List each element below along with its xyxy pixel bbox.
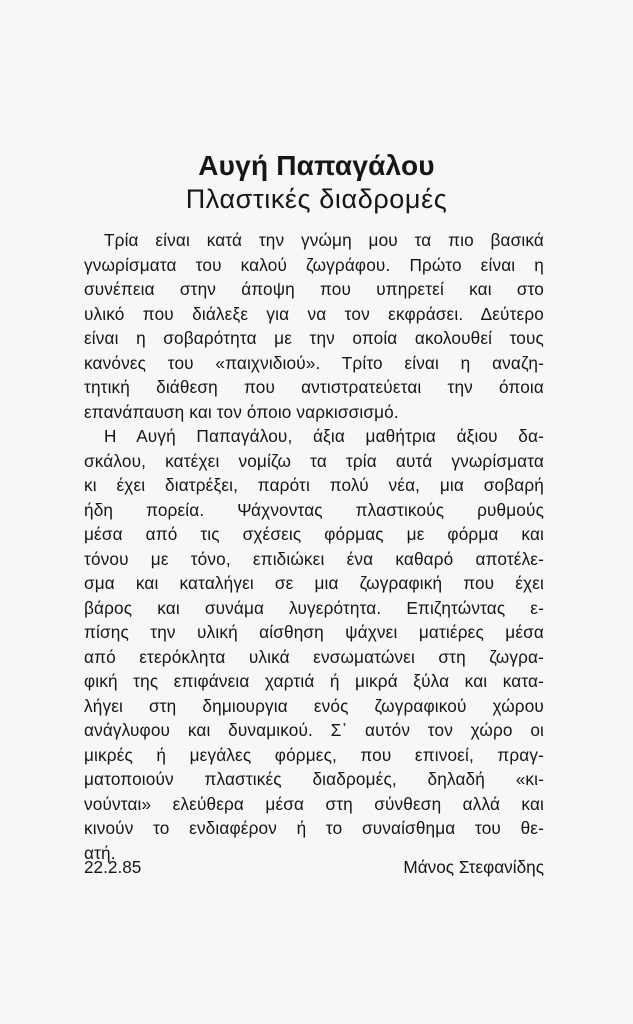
text-line: βάρος και συνάμα λυγερότητα. Επιζητώντας ε- [84, 597, 544, 618]
paragraph-1 [84, 228, 544, 424]
page-subtitle: Πλαστικές διαδρομές [185, 184, 448, 214]
text-line: μικρές ή μεγάλες φόρμες, που επινοεί, πραγ- [84, 744, 544, 765]
text-line: ματοποιούν πλαστικές διαδρομές, δηλαδή «κι- [84, 769, 544, 789]
text-line: από ετερόκλητα υλικά ενσωματώνει στη ζωγρα- [84, 646, 544, 667]
text-line: συνέπεια στην άποψη που υπηρετεί και στο [84, 279, 544, 299]
text-line: ατή. [84, 842, 116, 863]
text-line: γνωρίσματα του καλού ζωγράφου. Πρώτο είναι η [84, 254, 544, 275]
author-name: Μάνος Στεφανίδης [403, 857, 544, 877]
text-line: είναι η σοβαρότητα με την οποία ακολουθεί τους [84, 328, 544, 348]
text-line: σμα και καταλήγει σε μια ζωγραφική που έχει [84, 573, 544, 593]
text-line: κι έχει διατρέξει, παρότι πολύ νέα, μια σοβαρή [84, 475, 544, 495]
text-line: μέσα από τις σχέσεις φόρμας με φόρμα και [84, 524, 544, 544]
text-line: φική της επιφάνεια χαρτιά ή μικρά ξύλα και κατα- [84, 671, 544, 691]
text-line: πίσης την υλική αίσθηση ψάχνει ματιέρες μέσα [84, 622, 544, 642]
text-line: κινούν το ενδιαφέρον ή το συναίσθημα του θε- [84, 818, 544, 838]
text-line: υλικό που διάλεξε για να τον εκφράσει. Δεύτερο [84, 303, 544, 324]
text-line: τητική διάθεση που αντιστρατεύεται την όποια [84, 377, 544, 397]
text-line: νούνται» ελεύθερα μέσα στη σύνθεση αλλά και [84, 793, 544, 814]
text-line: Η Αυγή Παπαγάλου, άξια μαθήτρια άξιου δα- [104, 426, 544, 446]
date-text: 22.2.85 [84, 857, 142, 877]
text-line: κανόνες του «παιχνιδιού». Τρίτο είναι η αναζη- [84, 352, 544, 373]
text-line: λήγει στη δημιουργια ενός ζωγραφικού χώρου [84, 695, 544, 716]
paragraph-2 [84, 424, 544, 865]
text-line: Τρία είναι κατά την γνώμη μου τα πιο βασικά [104, 230, 544, 250]
text-line: ανάγλυφου και δυναμικού. Σ᾽ αυτόν τον χώρο οι [84, 720, 544, 740]
article-body [84, 228, 544, 865]
page-title: Αυγή Παπαγάλου [198, 150, 435, 181]
text-line: σκάλου, κατέχει νομίζω τα τρία αυτά γνωρίσματα [84, 450, 544, 471]
text-line: επανάπαυση και τον όποιο ναρκισσισμό. [84, 401, 399, 422]
text-line: τόνου με τόνο, επιδιώκει ένα καθαρό αποτέλε- [84, 548, 544, 569]
text-line: ήδη πορεία. Ψάχνοντας πλαστικούς ρυθμούς [84, 499, 544, 520]
